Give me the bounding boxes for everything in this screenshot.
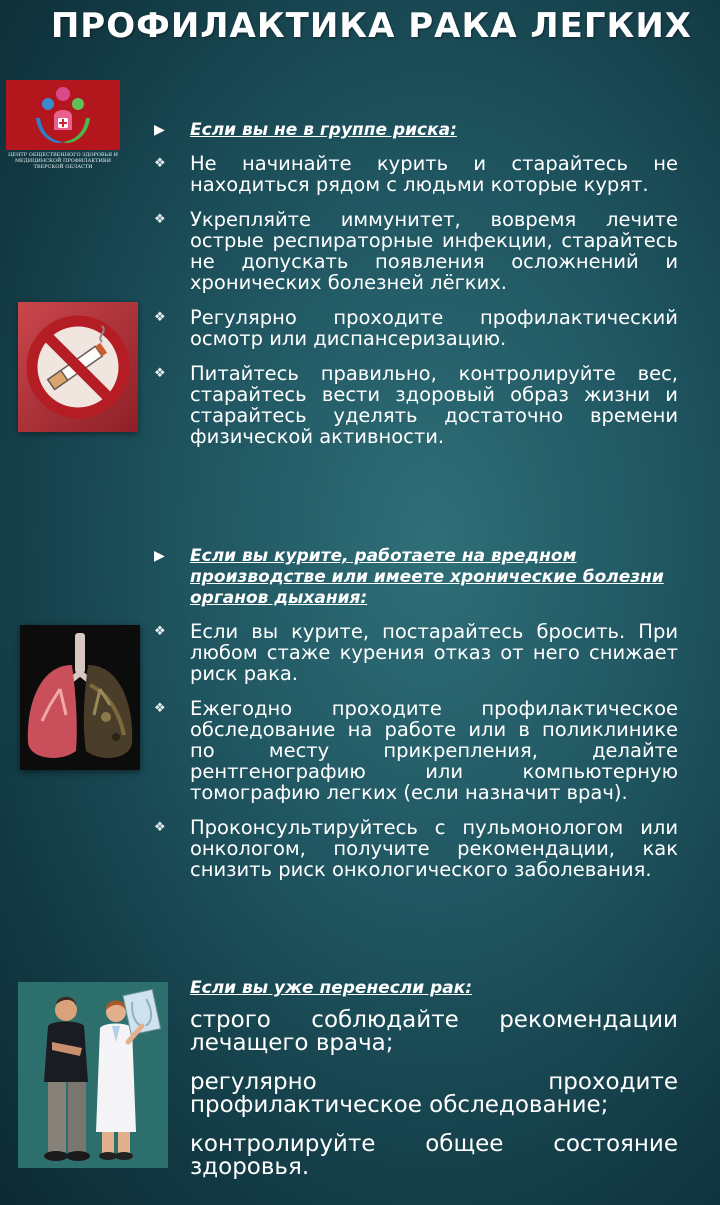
doctor-patient-image	[18, 982, 168, 1168]
organization-logo	[6, 80, 120, 150]
list-item: ❖ Ежегодно проходите профилактическое обследование на работе или в поликлинике по месту прикрепления, делайте рентгенографию или компьютерную томографию легких (если назначит врач).	[154, 697, 678, 804]
logo-caption: ЦЕНТР ОБЩЕСТВЕННОГО ЗДОРОВЬЯ И МЕДИЦИНСКОЙ ПРОФИЛАКТИКИ ТВЕРСКОЙ ОБЛАСТИ	[8, 152, 118, 170]
section-after-cancer	[150, 978, 678, 1179]
section-heading: ▶ Если вы не в группе риска:	[154, 120, 457, 140]
section-risk-group	[150, 546, 678, 880]
diamond-cluster-icon: ❖	[154, 624, 166, 639]
diamond-cluster-icon: ❖	[154, 310, 166, 325]
diamond-cluster-icon: ❖	[154, 156, 166, 171]
diamond-cluster-icon: ❖	[154, 366, 166, 381]
no-smoking-icon	[18, 302, 138, 432]
section-heading: Если вы уже перенесли рак:	[190, 978, 473, 998]
section-no-risk	[150, 120, 678, 447]
lungs-image	[20, 625, 140, 770]
list-item: ❖ Питайтесь правильно, контролируйте вес, старайтесь вести здоровый образ жизни и старайтесь уделять достаточно времени физической активности.	[154, 362, 678, 448]
triangle-right-icon: ▶	[154, 122, 165, 138]
list-item: строго соблюдайте рекомендации лечащего врача;	[190, 1007, 678, 1056]
section-heading: ▶ Если вы курите, работаете на вредном производстве или имеете хронические болезни органов дыхания:	[154, 546, 664, 608]
diamond-cluster-icon: ❖	[154, 701, 166, 716]
diamond-cluster-icon: ❖	[154, 820, 166, 835]
list-item: контролируйте общее состояние здоровья.	[190, 1131, 678, 1180]
list-item: регулярно проходите профилактическое обследование;	[190, 1069, 678, 1118]
list-item: ❖ Укрепляйте иммунитет, вовремя лечите острые респираторные инфекции, старайтесь не допускать появления осложнений и хронических болезней лёгких.	[154, 208, 678, 294]
page-title: ПРОФИЛАКТИКА РАКА ЛЕГКИХ	[50, 6, 692, 46]
list-item: ❖ Если вы курите, постарайтесь бросить. При любом стаже курения отказ от него снижает риск рака.	[154, 620, 678, 685]
list-item: ❖ Не начинайте курить и старайтесь не находиться рядом с людьми которые курят.	[154, 152, 678, 196]
list-item: ❖ Проконсультируйтесь с пульмонологом или онкологом, получите рекомендации, как снизить риск онкологического заболевания.	[154, 816, 678, 881]
list-item: ❖ Регулярно проходите профилактический осмотр или диспансеризацию.	[154, 306, 678, 350]
diamond-cluster-icon: ❖	[154, 212, 166, 227]
triangle-right-icon: ▶	[154, 548, 165, 564]
